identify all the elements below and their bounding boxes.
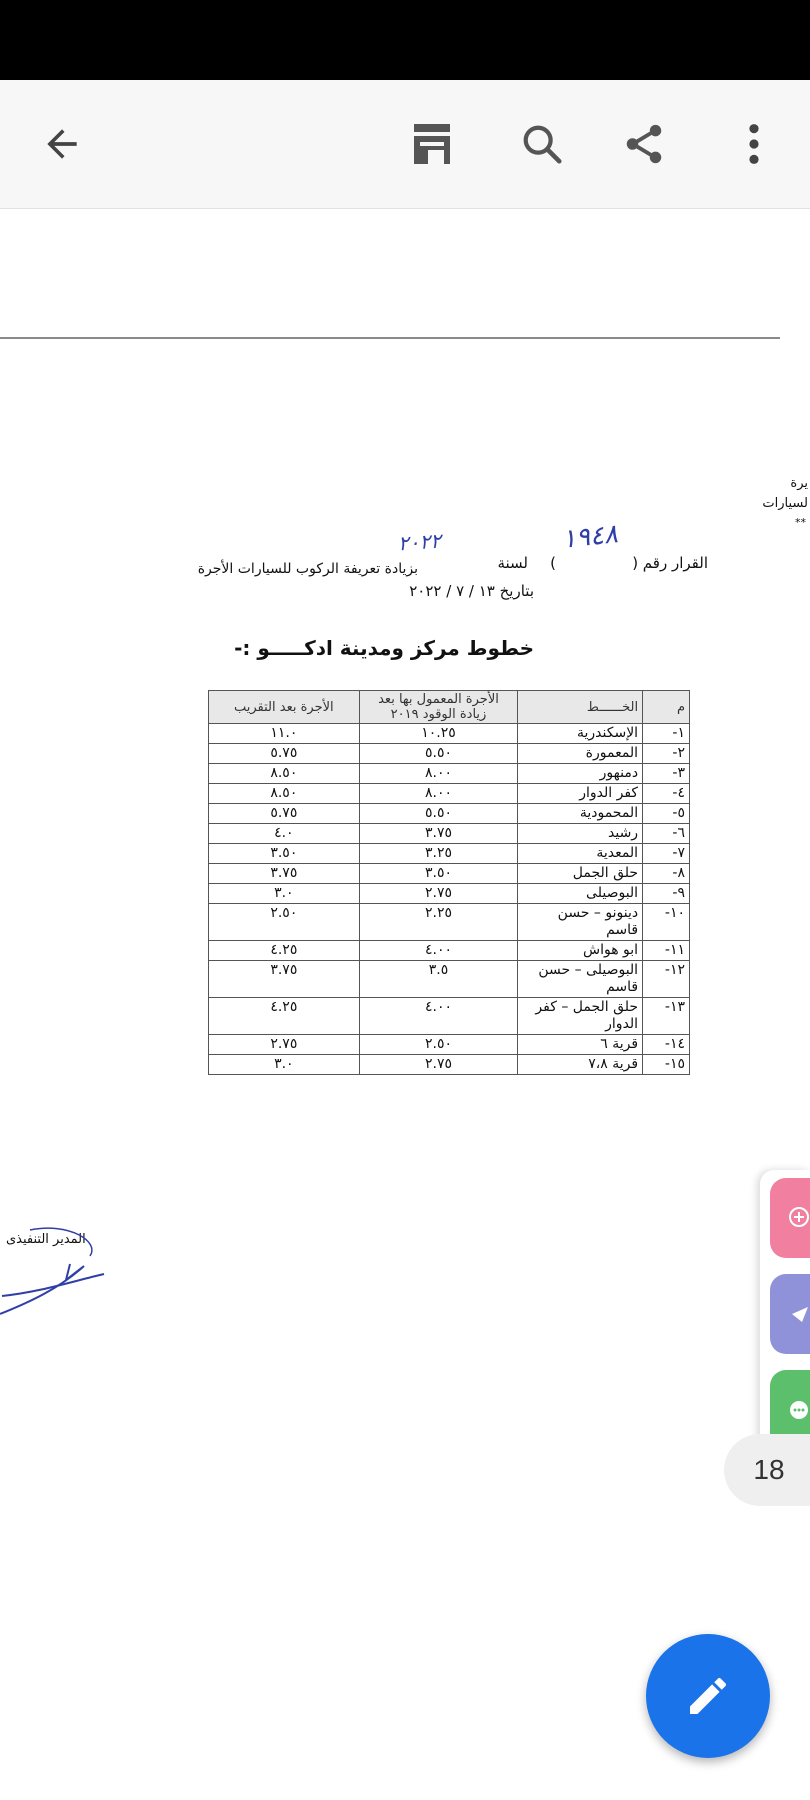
row-fare-old: ٣.٢٥ bbox=[359, 844, 518, 864]
share-tool-button[interactable] bbox=[770, 1274, 810, 1354]
row-fare-new: ٤.٠ bbox=[209, 824, 360, 844]
row-num: ١٠- bbox=[643, 904, 690, 941]
row-line: حلق الجمل bbox=[518, 864, 643, 884]
row-fare-old: ٢.٥٠ bbox=[359, 1035, 518, 1055]
row-fare-old: ٢.٧٥ bbox=[359, 1055, 518, 1075]
row-num: ٩- bbox=[643, 884, 690, 904]
header-num: م bbox=[643, 691, 690, 724]
row-fare-old: ٨.٠٠ bbox=[359, 764, 518, 784]
margin-fragment-3: ** bbox=[795, 516, 806, 529]
row-fare-new: ١١.٠ bbox=[209, 724, 360, 744]
back-button[interactable] bbox=[30, 112, 94, 176]
row-line: الإسكندرية bbox=[518, 724, 643, 744]
row-fare-new: ٥.٧٥ bbox=[209, 744, 360, 764]
margin-fragment-2: لسيارات bbox=[762, 496, 808, 511]
row-fare-old: ٣.٥ bbox=[359, 961, 518, 998]
row-fare-new: ٨.٥٠ bbox=[209, 784, 360, 804]
row-fare-old: ٢.٢٥ bbox=[359, 904, 518, 941]
table-row bbox=[209, 961, 690, 998]
row-num: ٣- bbox=[643, 764, 690, 784]
row-line: البوصيلى – حسن قاسم bbox=[518, 961, 643, 998]
decision-subject: بزيادة تعريفة الركوب للسيارات الأجرة bbox=[197, 561, 418, 577]
send-icon bbox=[790, 1304, 810, 1324]
decision-close-paren: ) bbox=[550, 554, 556, 572]
row-line: المعمورة bbox=[518, 744, 643, 764]
status-bar bbox=[0, 0, 810, 80]
row-num: ٨- bbox=[643, 864, 690, 884]
edit-fab-button[interactable] bbox=[646, 1634, 770, 1758]
row-line: دمنهور bbox=[518, 764, 643, 784]
row-num: ٤- bbox=[643, 784, 690, 804]
row-num: ١٤- bbox=[643, 1035, 690, 1055]
annotation-tool-button[interactable] bbox=[770, 1178, 810, 1258]
row-num: ١١- bbox=[643, 941, 690, 961]
row-fare-old: ٥.٥٠ bbox=[359, 744, 518, 764]
reader-mode-icon bbox=[412, 122, 452, 166]
margin-fragment-1: يرة bbox=[790, 476, 808, 491]
table-row bbox=[209, 1055, 690, 1075]
table-header-row bbox=[209, 691, 690, 724]
decision-date: بتاريخ ١٣ / ٧ / ٢٠٢٢ bbox=[409, 582, 534, 600]
table-row bbox=[209, 744, 690, 764]
row-fare-old: ٣.٧٥ bbox=[359, 824, 518, 844]
decision-label: القرار رقم ( bbox=[632, 554, 708, 572]
year-label: لسنة bbox=[497, 554, 528, 572]
row-num: ٥- bbox=[643, 804, 690, 824]
table-row bbox=[209, 941, 690, 961]
edit-pencil-icon bbox=[684, 1672, 732, 1720]
row-fare-new: ٥.٧٥ bbox=[209, 804, 360, 824]
row-fare-new: ٢.٥٠ bbox=[209, 904, 360, 941]
row-fare-old: ٤.٠٠ bbox=[359, 941, 518, 961]
row-line: المحمودية bbox=[518, 804, 643, 824]
section-title: خطوط مركز ومدينة ادكـــــو :- bbox=[234, 636, 534, 660]
more-options-button[interactable] bbox=[722, 112, 786, 176]
page-number-indicator: 18 bbox=[724, 1434, 810, 1506]
row-fare-new: ٣.٧٥ bbox=[209, 864, 360, 884]
table-row bbox=[209, 1035, 690, 1055]
table-row bbox=[209, 784, 690, 804]
row-fare-new: ٣.٠ bbox=[209, 1055, 360, 1075]
side-tools-panel bbox=[760, 1170, 810, 1460]
row-fare-new: ٨.٥٠ bbox=[209, 764, 360, 784]
row-line: المعدية bbox=[518, 844, 643, 864]
plus-circle-icon bbox=[788, 1206, 810, 1228]
row-line: كفر الدوار bbox=[518, 784, 643, 804]
row-num: ١٢- bbox=[643, 961, 690, 998]
row-line: رشيد bbox=[518, 824, 643, 844]
row-fare-new: ٤.٢٥ bbox=[209, 941, 360, 961]
row-fare-old: ٢.٧٥ bbox=[359, 884, 518, 904]
row-num: ٦- bbox=[643, 824, 690, 844]
row-num: ١٣- bbox=[643, 998, 690, 1035]
year-handwritten: ٢٠٢٢ bbox=[397, 528, 442, 556]
row-line: قرية ٦ bbox=[518, 1035, 643, 1055]
row-fare-new: ٣.٥٠ bbox=[209, 844, 360, 864]
search-icon bbox=[519, 121, 565, 167]
row-fare-new: ٣.٧٥ bbox=[209, 961, 360, 998]
share-button[interactable] bbox=[612, 112, 676, 176]
row-num: ٧- bbox=[643, 844, 690, 864]
row-fare-old: ١٠.٢٥ bbox=[359, 724, 518, 744]
table-row bbox=[209, 824, 690, 844]
row-fare-old: ٣.٥٠ bbox=[359, 864, 518, 884]
row-line: دينونو – حسن قاسم bbox=[518, 904, 643, 941]
reader-mode-button[interactable] bbox=[400, 112, 464, 176]
chat-dots-icon bbox=[788, 1400, 810, 1420]
share-icon bbox=[621, 121, 667, 167]
table-row bbox=[209, 998, 690, 1035]
table-row bbox=[209, 904, 690, 941]
top-toolbar bbox=[0, 80, 810, 209]
table-row bbox=[209, 724, 690, 744]
row-line: حلق الجمل – كفر الدوار bbox=[518, 998, 643, 1035]
signature-title: المدير التنفيذى bbox=[6, 1232, 86, 1247]
row-fare-old: ٨.٠٠ bbox=[359, 784, 518, 804]
signature-scribble bbox=[0, 1222, 120, 1322]
row-fare-new: ٤.٢٥ bbox=[209, 998, 360, 1035]
search-button[interactable] bbox=[510, 112, 574, 176]
decision-number-handwritten: ١٩٤٨ bbox=[560, 519, 620, 555]
arrow-left-icon bbox=[40, 122, 84, 166]
row-num: ١- bbox=[643, 724, 690, 744]
table-row bbox=[209, 764, 690, 784]
header-line: الخــــــط bbox=[518, 691, 643, 724]
row-line: البوصيلى bbox=[518, 884, 643, 904]
header-fare-new: الأجرة بعد التقريب bbox=[209, 691, 360, 724]
header-fare-old: الأجرة المعمول بها بعد زيادة الوقود ٢٠١٩ bbox=[359, 691, 518, 724]
row-fare-old: ٥.٥٠ bbox=[359, 804, 518, 824]
table-row bbox=[209, 884, 690, 904]
table-row bbox=[209, 864, 690, 884]
row-fare-old: ٤.٠٠ bbox=[359, 998, 518, 1035]
row-num: ٢- bbox=[643, 744, 690, 764]
page-edge bbox=[0, 337, 780, 339]
more-vertical-icon bbox=[744, 121, 764, 167]
row-num: ١٥- bbox=[643, 1055, 690, 1075]
row-fare-new: ٣.٠ bbox=[209, 884, 360, 904]
row-line: ابو هواش bbox=[518, 941, 643, 961]
row-fare-new: ٢.٧٥ bbox=[209, 1035, 360, 1055]
fares-table bbox=[208, 690, 690, 1075]
table-row bbox=[209, 804, 690, 824]
table-row bbox=[209, 844, 690, 864]
row-line: قرية ٧،٨ bbox=[518, 1055, 643, 1075]
